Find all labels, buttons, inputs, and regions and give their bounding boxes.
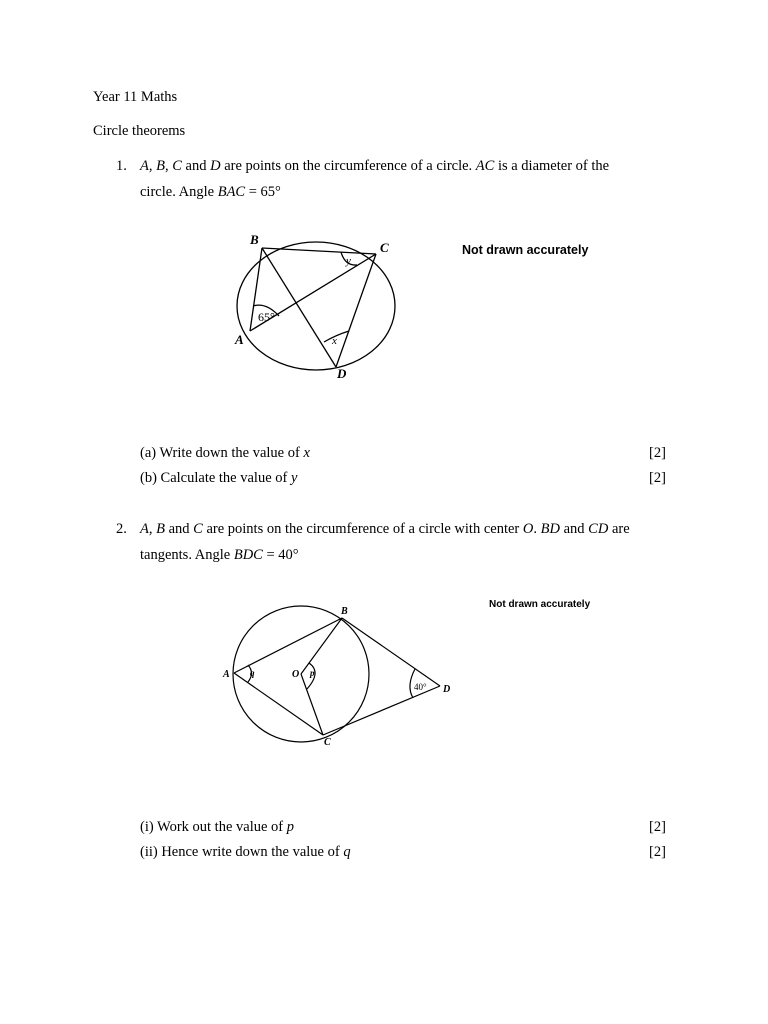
q1-label-d: D [337,366,347,381]
q1-label-c: C [380,240,389,255]
q1-number: 1. [116,158,127,174]
q2-number: 2. [116,521,127,537]
q2-chord-ac [234,673,323,735]
q1-text-line1: A, B, C and D are points on the circumference of a circle. AC is a diameter of the [140,158,610,174]
q2-chord-ab [234,618,342,673]
q2-label-d: D [443,684,451,695]
q2-label-a: A [223,669,230,680]
q1-part-a: (a) Write down the value of x [140,445,310,461]
q2-label-c: C [324,737,331,748]
q2-label-b: B [341,606,348,617]
q1-label-a: A [235,332,244,347]
q2-part-i-mark: [2] [649,819,666,835]
q1-angle-65: 65° [258,310,275,324]
q2-label-q: q [250,668,255,678]
q2-radius-ob [301,618,342,674]
q1-part-b-mark: [2] [649,470,666,486]
q2-part-ii-mark: [2] [649,844,666,860]
q2-text-line1: A, B and C are points on the circumference of a circle with center O. BD and CD are [140,521,630,537]
q2-angle-40: 40° [414,682,427,692]
q1-note: Not drawn accurately [462,243,589,257]
q2-text-line2: tangents. Angle BDC = 40° [140,547,299,563]
q1-label-b: B [250,232,259,247]
q2-tangent-bd [342,618,440,686]
q2-part-ii: (ii) Hence write down the value of q [140,844,351,860]
q2-part-i: (i) Work out the value of p [140,819,294,835]
q2-label-o: O [292,669,300,680]
q2-label-p: p [310,668,315,678]
q2-tangent-cd [323,686,440,735]
q2-note: Not drawn accurately [489,599,591,610]
q1-label-x: x [332,335,337,347]
q1-label-y: y [346,255,351,267]
q1-part-b: (b) Calculate the value of y [140,470,298,486]
q1-text-line2: circle. Angle BAC = 65° [140,184,281,200]
course-title: Year 11 Maths [93,89,178,105]
topic-title: Circle theorems [93,123,186,139]
q1-part-a-mark: [2] [649,445,666,461]
